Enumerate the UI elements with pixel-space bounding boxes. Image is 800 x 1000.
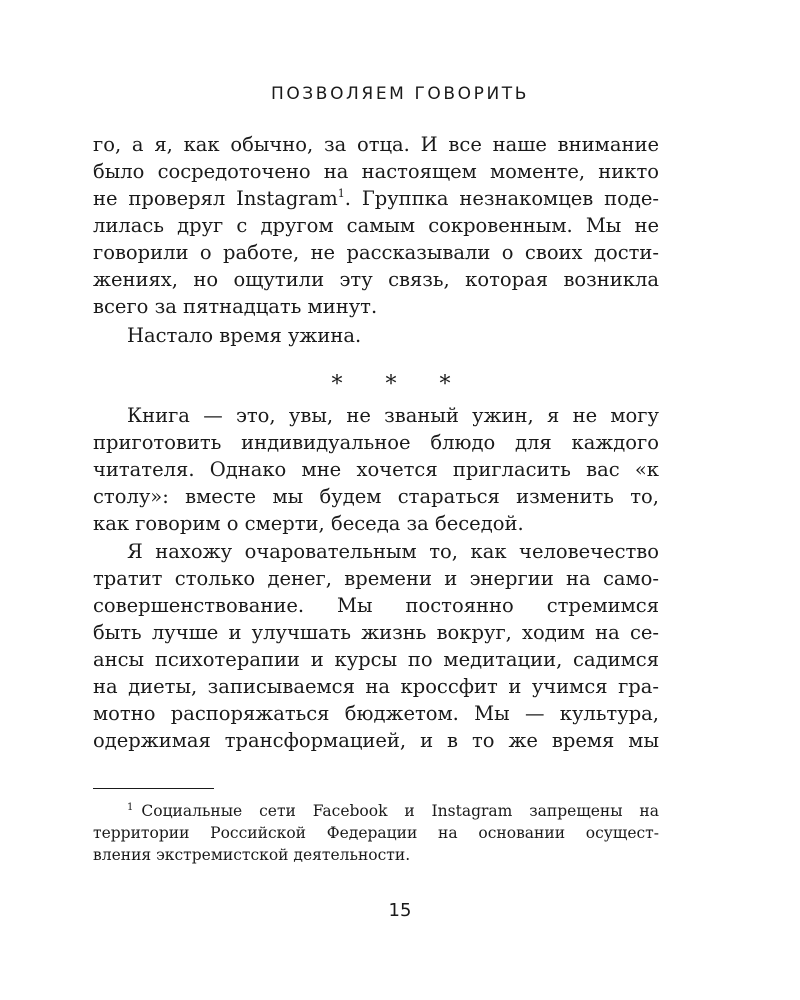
text-line: как говорим о смерти, беседа за беседой. (93, 512, 524, 535)
text-line-with-footnote-ref (93, 186, 659, 212)
footnote-number: 1 (127, 802, 134, 813)
text-line: говорили о работе, не рассказывали о своих дости- (93, 241, 659, 264)
footnote-line: территории Российской Федерации на основании осущест- (93, 824, 659, 842)
running-head: ПОЗВОЛЯЕМ ГОВОРИТЬ (270, 84, 530, 104)
text-line: Настало время ужина. (127, 324, 362, 347)
text-line: читателя. Однако мне хочется пригласить вас «к (93, 458, 659, 481)
page-number: 15 (388, 900, 412, 921)
text-line: лилась друг с другом самым сокровенным. Мы не (93, 214, 659, 237)
text-line: быть лучше и улучшать жизнь вокруг, ходим на се- (93, 621, 659, 644)
text-line: было сосредоточено на настоящем моменте, никто (93, 160, 659, 183)
section-separator: * * * (331, 372, 469, 397)
text-line: столу»: вместе мы будем стараться изменить то, (93, 485, 659, 508)
text-line: на диеты, записываемся на кроссфит и учимся гра- (93, 675, 659, 698)
footnote-text: Социальные сети Facebook и Instagram запрещены на (141, 802, 659, 820)
text-line: тратит столько денег, времени и энергии на само- (93, 567, 659, 590)
text-line: одержимая трансформацией, и в то же время мы (93, 729, 659, 752)
text-fragment: не проверял Instagram (93, 187, 338, 210)
text-line: го, а я, как обычно, за отца. И все наше внимание (93, 133, 659, 156)
text-line: Я нахожу очаровательным то, как человечество (127, 540, 659, 563)
text-line: мотно распоряжаться бюджетом. Мы — культура, (93, 702, 659, 725)
text-fragment: . Группка незнакомцев поде- (344, 187, 659, 210)
text-line: Книга — это, увы, не званый ужин, я не могу (127, 404, 659, 427)
text-line: приготовить индивидуальное блюдо для каждого (93, 431, 659, 454)
footnote-rule (93, 788, 214, 789)
footnote-reference: 1 (337, 187, 345, 200)
footnote-line: вления экстремистской деятельности. (93, 846, 411, 864)
footnote-line (93, 800, 659, 822)
text-line: жениях, но ощутили эту связь, которая возникла (93, 268, 659, 291)
text-line: совершенствование. Мы постоянно стремимся (93, 594, 659, 617)
text-line: ансы психотерапии и курсы по медитации, садимся (93, 648, 659, 671)
text-line: всего за пятнадцать минут. (93, 295, 378, 318)
